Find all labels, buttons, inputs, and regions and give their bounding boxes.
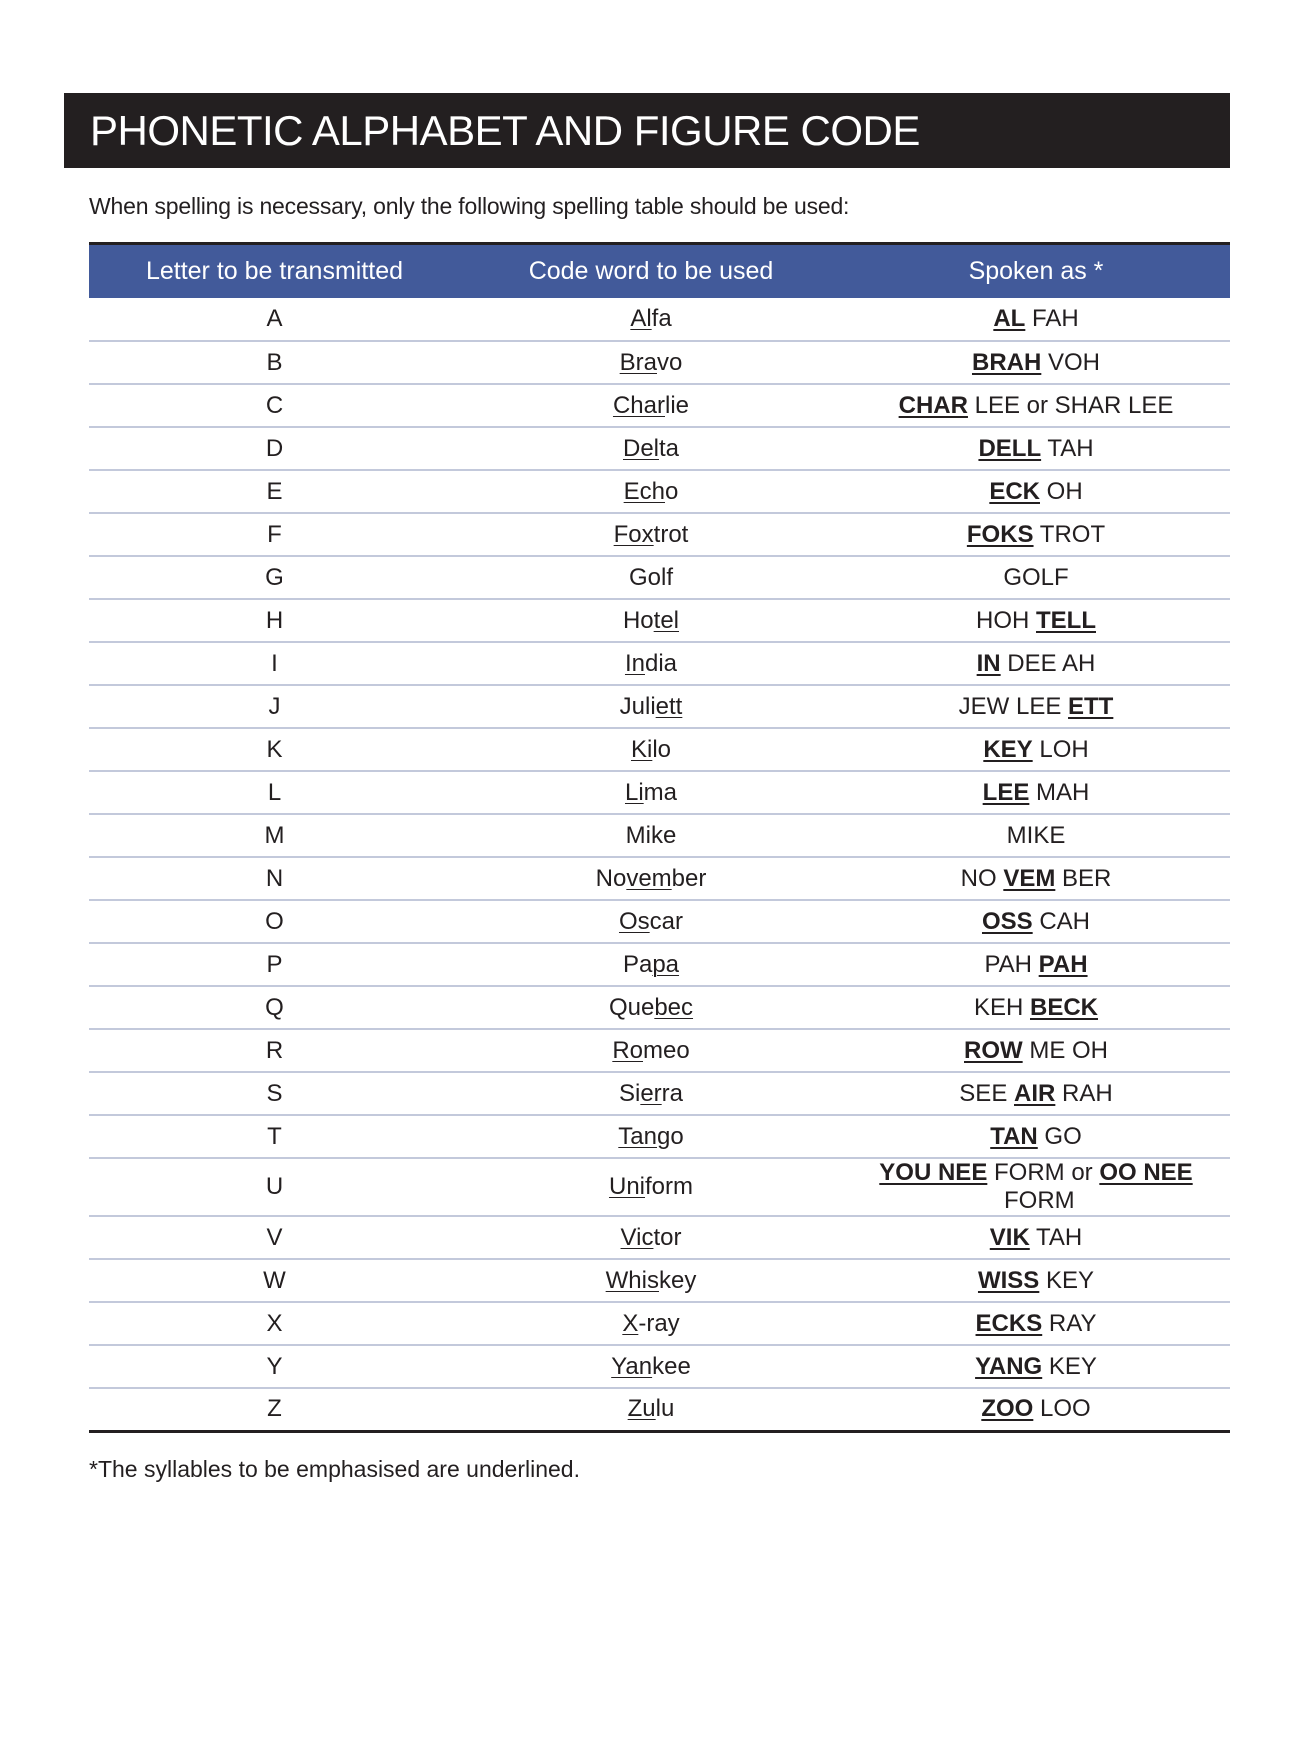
emphasised-syllable: TELL (1036, 606, 1096, 634)
emphasised-syllable: OSS (981, 907, 1033, 935)
letter-cell: Z (89, 1388, 460, 1431)
syllable: Mike (625, 821, 677, 849)
syllable: TROT (1033, 520, 1106, 548)
emphasised-syllable: In (624, 649, 645, 677)
letter-cell: E (89, 470, 460, 513)
emphasis (978, 435, 1041, 462)
emphasised-syllable: LEE (982, 778, 1030, 806)
syllable: Golf (628, 563, 673, 591)
code-word-cell (460, 1115, 842, 1158)
code-word-cell (460, 771, 842, 814)
table-row (89, 1259, 1230, 1302)
emphasised-syllable: DELL (978, 434, 1042, 462)
emphasised-syllable: Whis (605, 1266, 659, 1294)
table-header (89, 245, 1230, 298)
syllable: go (657, 1122, 684, 1150)
syllable: JEW LEE (958, 692, 1069, 720)
letter-cell: R (89, 1029, 460, 1072)
emphasised-syllable: WISS (977, 1266, 1040, 1294)
code-word-cell (460, 470, 842, 513)
table-row (89, 599, 1230, 642)
letter-cell: H (89, 599, 460, 642)
table-row (89, 1388, 1230, 1431)
emphasised-syllable: BECK (1030, 993, 1099, 1021)
code-word-cell (460, 1259, 842, 1302)
emphasised-syllable: CHAR (898, 391, 968, 419)
emphasised-syllable: ZOO (981, 1395, 1034, 1423)
spoken-as-cell (842, 1115, 1230, 1158)
emphasis (983, 736, 1032, 763)
emphasised-syllable: er (640, 1079, 662, 1107)
table-row (89, 1158, 1230, 1216)
table-row (89, 384, 1230, 427)
syllable: MIKE (1006, 821, 1066, 849)
letter-cell: B (89, 341, 460, 384)
emphasised-syllable: VEM (1003, 864, 1056, 892)
emphasised-syllable: bec (654, 993, 694, 1021)
code-word-cell (460, 1216, 842, 1259)
spoken-as-cell (842, 857, 1230, 900)
spoken-as-cell (842, 599, 1230, 642)
emphasised-syllable: Li (624, 778, 644, 806)
emphasis (1030, 994, 1098, 1021)
syllable: OH (1040, 477, 1083, 505)
code-word-cell (460, 642, 842, 685)
code-word-cell (460, 1029, 842, 1072)
syllable: RAH (1055, 1079, 1113, 1107)
emphasised-syllable: AIR (1014, 1079, 1056, 1107)
code-word-cell (460, 900, 842, 943)
code-word-cell (460, 1302, 842, 1345)
syllable: VOH (1041, 348, 1100, 376)
emphasis (1036, 607, 1096, 634)
letter-cell: M (89, 814, 460, 857)
code-word-cell (460, 1072, 842, 1115)
emphasis (975, 1353, 1042, 1380)
code-word-cell (460, 728, 842, 771)
syllable: kee (652, 1352, 691, 1380)
spoken-as-cell (842, 943, 1230, 986)
emphasised-syllable: X (622, 1309, 639, 1337)
spoken-as-cell (842, 470, 1230, 513)
emphasis (983, 779, 1030, 806)
emphasised-syllable: Yan (611, 1352, 653, 1380)
emphasised-syllable: IN (976, 649, 1001, 677)
code-word-cell (460, 1345, 842, 1388)
code-word-cell (460, 513, 842, 556)
emphasis (990, 1224, 1030, 1251)
syllable: car (649, 907, 683, 935)
syllable: MAH (1029, 778, 1090, 806)
header-row (89, 245, 1230, 298)
footnote: *The syllables to be emphasised are underlined. (89, 1456, 580, 1482)
letter-cell: D (89, 427, 460, 470)
emphasised-syllable: ETT (1068, 692, 1114, 720)
syllable: TAH (1041, 434, 1094, 462)
syllable: ma (643, 778, 678, 806)
syllable: Ho (622, 606, 654, 634)
syllable: Que (608, 993, 655, 1021)
code-word-cell (460, 384, 842, 427)
spoken-as-cell (842, 986, 1230, 1029)
emphasis (1068, 693, 1113, 720)
syllable: TAH (1029, 1223, 1083, 1251)
page-title: PHONETIC ALPHABET AND FIGURE CODE (90, 106, 920, 154)
code-word-cell (460, 857, 842, 900)
letter-cell: J (89, 685, 460, 728)
emphasis (899, 392, 968, 419)
letter-cell: Y (89, 1345, 460, 1388)
spoken-as-cell (842, 341, 1230, 384)
syllable: vo (657, 348, 683, 376)
letter-cell: N (89, 857, 460, 900)
syllable: ber (671, 864, 707, 892)
intro-text: When spelling is necessary, only the following spelling table should be used: (89, 193, 850, 219)
syllable: meo (643, 1036, 690, 1064)
table-row (89, 1302, 1230, 1345)
syllable: DEE AH (1000, 649, 1096, 677)
code-word-cell (460, 556, 842, 599)
emphasised-syllable: AL (993, 305, 1026, 332)
emphasised-syllable: Vic (620, 1223, 654, 1251)
emphasised-syllable: TAN (990, 1122, 1038, 1150)
syllable: CAH (1032, 907, 1091, 935)
spoken-as-cell (842, 1072, 1230, 1115)
table-row (89, 986, 1230, 1029)
emphasised-syllable: Al (630, 305, 652, 332)
code-word-cell (460, 341, 842, 384)
table-row (89, 1216, 1230, 1259)
syllable: Si (618, 1079, 641, 1107)
emphasised-syllable: Del (622, 434, 659, 462)
emphasised-syllable: Fox (613, 520, 654, 548)
syllable: -ray (638, 1309, 680, 1337)
spoken-as-cell (842, 814, 1230, 857)
syllable: fa (651, 305, 672, 332)
emphasis (977, 650, 1001, 677)
code-word-cell (460, 1388, 842, 1431)
syllable: lu (655, 1395, 675, 1423)
table-row (89, 556, 1230, 599)
table-row (89, 1345, 1230, 1388)
emphasised-syllable: Tan (618, 1122, 657, 1150)
spoken-as-cell (842, 1259, 1230, 1302)
table-row (89, 943, 1230, 986)
spoken-as-cell (842, 685, 1230, 728)
emphasised-syllable: Ro (612, 1036, 643, 1064)
emphasis (1003, 865, 1055, 892)
letter-cell: G (89, 556, 460, 599)
emphasised-syllable: Uni (608, 1173, 645, 1200)
letter-cell: X (89, 1302, 460, 1345)
syllable: RAY (1042, 1309, 1097, 1337)
syllable: GO (1037, 1122, 1082, 1150)
table-row (89, 1029, 1230, 1072)
emphasised-syllable: BRAH (971, 348, 1042, 376)
syllable: o (665, 477, 679, 505)
syllable: No (595, 864, 627, 892)
emphasised-syllable: Char (612, 391, 665, 419)
syllable: ra (661, 1079, 684, 1107)
emphasis (978, 1267, 1039, 1294)
emphasised-syllable: vem (626, 864, 672, 892)
emphasised-syllable: pa (652, 950, 680, 978)
letter-cell: S (89, 1072, 460, 1115)
letter-cell: P (89, 943, 460, 986)
table-row (89, 470, 1230, 513)
spoken-as-cell (842, 556, 1230, 599)
emphasised-syllable: ECKS (975, 1309, 1043, 1337)
emphasised-syllable: tel (653, 606, 680, 634)
emphasis (993, 305, 1025, 332)
syllable: PAH (984, 950, 1039, 978)
table-row (89, 513, 1230, 556)
code-word-cell (460, 298, 842, 341)
spoken-as-cell (842, 728, 1230, 771)
syllable: dia (644, 649, 678, 677)
emphasis (990, 1123, 1038, 1150)
syllable: FORM (997, 1187, 1075, 1214)
letter-cell: V (89, 1216, 460, 1259)
table-row (89, 1072, 1230, 1115)
syllable: ta (659, 434, 680, 462)
syllable: Pa (622, 950, 653, 978)
emphasised-syllable: OO NEE (1099, 1159, 1193, 1186)
spoken-as-cell (842, 900, 1230, 943)
syllable: BER (1055, 864, 1112, 892)
syllable: form (645, 1173, 693, 1200)
emphasised-syllable: Zu (627, 1395, 656, 1423)
letter-cell: I (89, 642, 460, 685)
emphasis (981, 1395, 1033, 1422)
emphasis (972, 349, 1041, 376)
spoken-as-cell (842, 771, 1230, 814)
emphasis (967, 521, 1034, 548)
emphasised-syllable: KEY (983, 735, 1033, 763)
emphasised-syllable: FOKS (966, 520, 1034, 548)
syllable: LEE or SHAR LEE (967, 391, 1174, 419)
emphasis (1039, 951, 1088, 978)
table-row (89, 298, 1230, 341)
spoken-as-cell (842, 1216, 1230, 1259)
emphasis (879, 1159, 987, 1186)
table-body (89, 298, 1230, 1431)
code-word-cell (460, 814, 842, 857)
syllable: SEE (959, 1079, 1014, 1107)
syllable: GOLF (1003, 563, 1069, 591)
letter-cell: L (89, 771, 460, 814)
table-row (89, 685, 1230, 728)
spoken-as-cell (842, 384, 1230, 427)
emphasised-syllable: Ech (623, 477, 665, 505)
syllable: FORM or (987, 1159, 1100, 1186)
emphasised-syllable: YOU NEE (879, 1159, 988, 1186)
letter-cell: W (89, 1259, 460, 1302)
syllable: lo (652, 735, 672, 763)
letter-cell: U (89, 1158, 460, 1216)
syllable: ME OH (1022, 1036, 1108, 1064)
emphasis (964, 1037, 1023, 1064)
emphasised-syllable: PAH (1038, 950, 1088, 978)
spoken-as-cell (842, 1302, 1230, 1345)
syllable: HOH (976, 606, 1036, 634)
letter-cell: A (89, 298, 460, 341)
spoken-as-cell (842, 1029, 1230, 1072)
syllable: trot (653, 520, 689, 548)
emphasised-syllable: Bra (619, 348, 657, 376)
syllable: LOO (1033, 1395, 1091, 1423)
table-row (89, 814, 1230, 857)
table-row (89, 771, 1230, 814)
emphasis (982, 908, 1033, 935)
spoken-as-cell (842, 1388, 1230, 1431)
letter-cell: O (89, 900, 460, 943)
spelling-table-container (89, 242, 1230, 1433)
emphasised-syllable: YANG (975, 1352, 1043, 1380)
emphasised-syllable: Os (618, 907, 650, 935)
syllable: tor (653, 1223, 682, 1251)
table-row (89, 427, 1230, 470)
code-word-cell (460, 986, 842, 1029)
spoken-as-cell (842, 427, 1230, 470)
spoken-as-cell (842, 1345, 1230, 1388)
emphasis (976, 1310, 1043, 1337)
emphasised-syllable: ECK (989, 477, 1040, 505)
syllable: NO (960, 864, 1004, 892)
table-row (89, 857, 1230, 900)
header-letter: Letter to be transmitted (89, 245, 460, 298)
letter-cell: F (89, 513, 460, 556)
page-title-bar (64, 93, 1230, 168)
table-row (89, 728, 1230, 771)
emphasised-syllable: Ki (630, 735, 653, 763)
code-word-cell (460, 427, 842, 470)
code-word-cell (460, 685, 842, 728)
code-word-cell (460, 943, 842, 986)
syllable: LOH (1032, 735, 1089, 763)
emphasised-syllable: ROW (964, 1036, 1023, 1064)
spoken-as-cell (842, 1158, 1230, 1216)
table-row (89, 341, 1230, 384)
code-word-cell (460, 599, 842, 642)
letter-cell: K (89, 728, 460, 771)
syllable: key (658, 1266, 697, 1294)
letter-cell: C (89, 384, 460, 427)
letter-cell: Q (89, 986, 460, 1029)
syllable: FAH (1025, 305, 1079, 332)
spoken-as-cell (842, 513, 1230, 556)
emphasised-syllable: VIK (989, 1223, 1030, 1251)
spoken-as-cell (842, 298, 1230, 341)
emphasis (989, 478, 1040, 505)
syllable: KEY (1039, 1266, 1095, 1294)
spelling-table (89, 245, 1230, 1433)
syllable: KEY (1042, 1352, 1097, 1380)
table-row (89, 642, 1230, 685)
letter-cell: T (89, 1115, 460, 1158)
syllable: KEH (973, 993, 1030, 1021)
syllable: Juli (619, 692, 656, 720)
syllable: lie (665, 391, 690, 419)
spoken-as-cell (842, 642, 1230, 685)
header-spoken-as: Spoken as * (842, 245, 1230, 298)
header-code-word: Code word to be used (460, 245, 842, 298)
table-row (89, 900, 1230, 943)
table-row (89, 1115, 1230, 1158)
emphasis (1014, 1080, 1055, 1107)
emphasised-syllable: ett (655, 692, 683, 720)
emphasis (1099, 1159, 1192, 1186)
code-word-cell (460, 1158, 842, 1216)
